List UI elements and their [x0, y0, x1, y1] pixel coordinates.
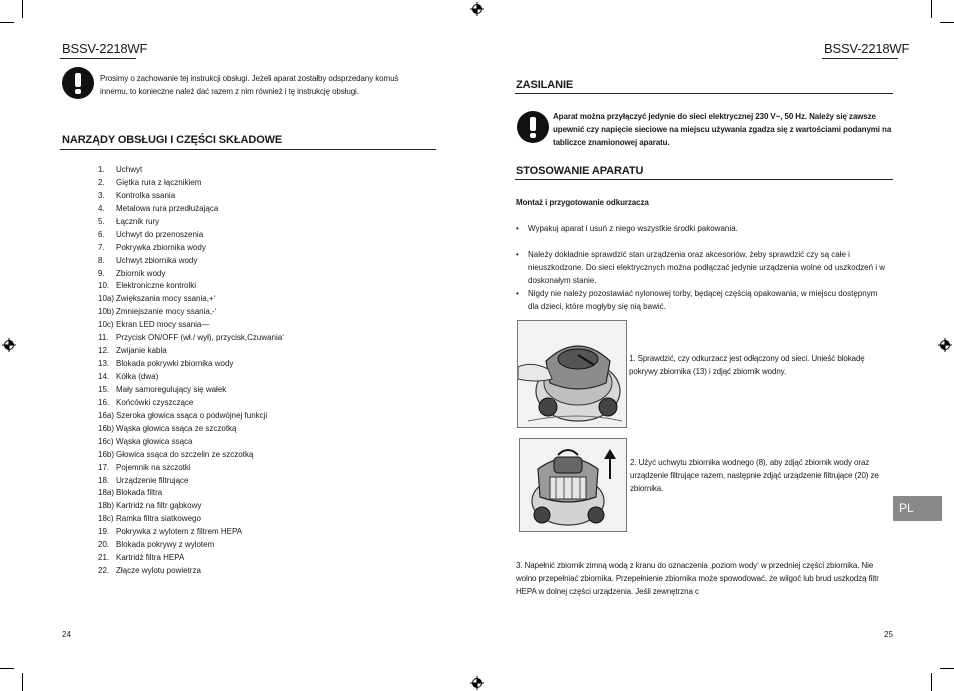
- crop-mark: [940, 668, 954, 669]
- vacuum-illustration: [519, 438, 627, 532]
- part-number: 18.: [98, 475, 110, 485]
- crop-mark: [931, 0, 932, 18]
- list-item: [98, 487, 284, 500]
- part-number: 16c): [98, 436, 114, 446]
- part-label: Ekran LED mocy ssania—: [116, 320, 210, 330]
- list-item: [98, 255, 284, 268]
- step-2: 2. Użyć uchwytu zbiornika wodnego (8), aby zdjąć zbiornik wody oraz urządzenie filtrujące razem, następnie zdjąć urządzenie filtrujące (20) ze zbiornika.: [630, 458, 879, 493]
- page-number: 25: [884, 630, 893, 639]
- part-number: 16a): [98, 410, 115, 420]
- part-label: Szeroka głowica ssąca o podwójnej funkcji: [116, 410, 268, 420]
- header-rule: [60, 58, 136, 59]
- part-label: Blokada filtra: [116, 488, 163, 498]
- list-item: [98, 268, 284, 281]
- part-number: 10.: [98, 281, 110, 291]
- language-tab: PL: [893, 496, 942, 521]
- crop-mark: [22, 0, 23, 18]
- power-warning: Aparat można przyłączyć jedynie do sieci elektrycznej 230 V~, 50 Hz. Należy się zawsze upewnić czy napięcie sieciowe na miejscu używania zgadza się z wartościami podanymi na tabliczce znamionowej aparatu.: [553, 112, 892, 147]
- list-item: [98, 539, 284, 552]
- list-item: [98, 164, 284, 177]
- list-item: [98, 190, 284, 203]
- part-label: Metalowa rura przedłużająca: [116, 203, 219, 213]
- list-item: [98, 384, 284, 397]
- part-number: 1.: [98, 165, 105, 174]
- list-item: [98, 293, 284, 306]
- part-number: 13.: [98, 359, 110, 369]
- list-item: [98, 436, 284, 449]
- part-number: 22.: [98, 566, 110, 576]
- part-number: 19.: [98, 527, 110, 537]
- part-number: 9.: [98, 268, 105, 278]
- list-item: [98, 229, 284, 242]
- part-label: Pojemnik na szczotki: [116, 462, 191, 472]
- list-item: [98, 216, 284, 229]
- list-item: [98, 358, 284, 371]
- list-item: [98, 423, 284, 436]
- registration-mark-icon: [938, 338, 952, 352]
- list-item: [98, 500, 284, 513]
- part-label: Kartridż na filtr gąbkowy: [116, 501, 202, 511]
- list-item: [98, 203, 284, 216]
- part-number: 18a): [98, 488, 115, 498]
- crop-mark: [22, 673, 23, 691]
- part-label: Pokrywka z wylotem z filtrem HEPA: [116, 527, 243, 537]
- list-item: [98, 565, 284, 578]
- part-label: Kartridż filtra HEPA: [116, 553, 185, 563]
- list-item: [516, 287, 888, 315]
- vacuum-illustration: [517, 320, 627, 428]
- bullet-symbol: •: [516, 224, 519, 233]
- list-item: [98, 462, 284, 475]
- section-title-usage: STOSOWANIE APARATU: [516, 165, 644, 177]
- part-number: 8.: [98, 255, 105, 265]
- subheading: Montaż i przygotowanie odkurzacza: [516, 198, 649, 207]
- part-number: 2.: [98, 177, 105, 187]
- section-rule: [515, 93, 893, 94]
- list-item: [516, 248, 888, 285]
- part-number: 20.: [98, 540, 110, 550]
- list-item: [98, 306, 284, 319]
- part-label: Giętka rura z łącznikiem: [116, 177, 202, 187]
- bullet-text: Należy dokładnie sprawdzić stan urządzenia oraz akcesoriów, żeby sprawdzić czy są całe i nieuszkodzone. Do sieci elektrycznych można podłączać jedynie urządzenia wolne od uszkodzeń i w doskonałym stanie.: [528, 250, 886, 285]
- part-label: Przycisk ON/OFF (wł./ wył), przycisk,Czuwania‘: [116, 333, 285, 343]
- part-label: Zbiornik wody: [116, 268, 166, 278]
- vacuum-drawing-icon: [518, 321, 626, 427]
- step-1: 1. Sprawdzić, czy odkurzacz jest odłączony od sieci. Unieść blokadę pokrywy zbiornika (13) i zdjąć zbiornik wodny.: [629, 354, 865, 376]
- list-item: [98, 449, 284, 462]
- part-label: Ramka filtra siatkowego: [116, 514, 201, 524]
- part-number: 12.: [98, 346, 110, 356]
- part-label: Kontrolka ssania: [116, 190, 176, 200]
- page-number: 24: [62, 630, 71, 639]
- model-name: BSSV-2218WF: [824, 41, 910, 56]
- header-rule: [822, 58, 898, 59]
- part-label: Wąska głowica ssąca ze szczotką: [116, 423, 237, 433]
- list-item: [98, 177, 284, 190]
- warning-icon: [62, 67, 94, 99]
- part-label: Uchwyt: [116, 165, 143, 174]
- part-number: 16b): [98, 423, 115, 433]
- part-label: Głowica ssąca do szczelin ze szczotką: [116, 449, 254, 459]
- list-item: [98, 371, 284, 384]
- list-item: [516, 222, 888, 236]
- parts-list: [98, 164, 284, 578]
- part-label: Uchwyt do przenoszenia: [116, 229, 204, 239]
- part-number: 15.: [98, 384, 110, 394]
- bullet-symbol: •: [516, 289, 519, 298]
- part-number: 4.: [98, 203, 105, 213]
- list-item: [98, 242, 284, 255]
- section-rule: [60, 149, 436, 150]
- part-label: Zwiększania mocy ssania,+‘: [116, 294, 216, 304]
- list-item: [98, 526, 284, 539]
- part-label: Kółka (dwa): [116, 372, 159, 381]
- list-item: [98, 410, 284, 423]
- crop-mark: [940, 22, 954, 23]
- list-item: [98, 475, 284, 488]
- part-label: Zwijanie kabla: [116, 346, 167, 356]
- step-3: 3. Napełnić zbiornik zimną wodą z kranu do oznaczenia ‚poziom wody‘ w przedniej części zbiornika. Nie wolno przepełniać zbiornika. Przepełnienie zbiornika może spowodować, że wilgoć lub brud uszkodzą filtr HEPA w dolnej części urządzenia. Jeśli zewnętrzna c: [516, 561, 879, 596]
- section-title-power: ZASILANIE: [516, 79, 574, 91]
- part-number: 21.: [98, 553, 110, 563]
- part-label: Końcówki czyszczące: [116, 397, 194, 407]
- crop-mark: [0, 22, 14, 23]
- list-item: [98, 397, 284, 410]
- registration-mark-icon: [2, 338, 16, 352]
- part-label: Złącze wylotu powietrza: [116, 566, 201, 576]
- list-item: [98, 319, 284, 332]
- bullet-symbol: •: [516, 250, 519, 259]
- model-name: BSSV-2218WF: [62, 41, 148, 56]
- part-label: Mały samoregulujący się wałek: [116, 384, 227, 394]
- section-title: NARZĄDY OBSŁUGI I CZĘŚCI SKŁADOWE: [62, 134, 283, 146]
- part-number: 10c): [98, 320, 114, 330]
- list-item: [98, 332, 284, 345]
- part-number: 16b): [98, 449, 115, 459]
- part-number: 18b): [98, 501, 115, 511]
- crop-mark: [0, 668, 14, 669]
- bullet-text: Nigdy nie należy pozostawiać nylonowej torby, będącej częścią opakowania, w miejscu dostępnym dla dzieci, które mogłyby się nią bawić.: [528, 289, 878, 311]
- vacuum-drawing-icon: [520, 439, 626, 531]
- warning-icon: [517, 111, 549, 143]
- list-item: [98, 552, 284, 565]
- crop-mark: [931, 673, 932, 691]
- part-label: Pokrywka zbiornika wody: [116, 242, 206, 252]
- part-label: Zmniejszanie mocy ssania,-‘: [116, 307, 217, 317]
- list-item: [98, 345, 284, 358]
- registration-mark-icon: [470, 2, 484, 16]
- part-number: 10a): [98, 294, 115, 304]
- part-number: 6.: [98, 229, 105, 239]
- section-rule: [515, 179, 893, 180]
- warning-text: Prosimy o zachowanie tej instrukcji obsługi. Jeżeli aparat zostałby odsprzedany komuś innemu, to konieczne należ dać razem z nim również i tę instrukcję obsługi.: [100, 74, 399, 96]
- part-number: 3.: [98, 190, 105, 200]
- part-number: 16.: [98, 397, 110, 407]
- registration-mark-icon: [470, 676, 484, 690]
- part-number: 7.: [98, 242, 105, 252]
- part-label: Łącznik rury: [116, 216, 160, 226]
- list-item: [98, 513, 284, 526]
- part-label: Blokada pokrywy z wylotem: [116, 540, 215, 550]
- part-number: 11.: [98, 333, 109, 343]
- list-item: [98, 280, 284, 293]
- part-label: Wąska głowica ssąca: [116, 436, 193, 446]
- part-label: Blokada pokrywki zbiornika wody: [116, 359, 234, 369]
- part-label: Uchwyt zbiornika wody: [116, 255, 198, 265]
- part-label: Elektroniczne kontrolki: [116, 281, 197, 291]
- part-number: 18c): [98, 514, 114, 524]
- bullet-text: Wypakuj aparat i usuń z niego wszystkie środki pakowania.: [528, 224, 738, 233]
- part-label: Urządzenie filtrujące: [116, 475, 189, 485]
- part-number: 17.: [98, 462, 110, 472]
- part-number: 14.: [98, 372, 110, 381]
- part-number: 5.: [98, 216, 105, 226]
- part-number: 10b): [98, 307, 115, 317]
